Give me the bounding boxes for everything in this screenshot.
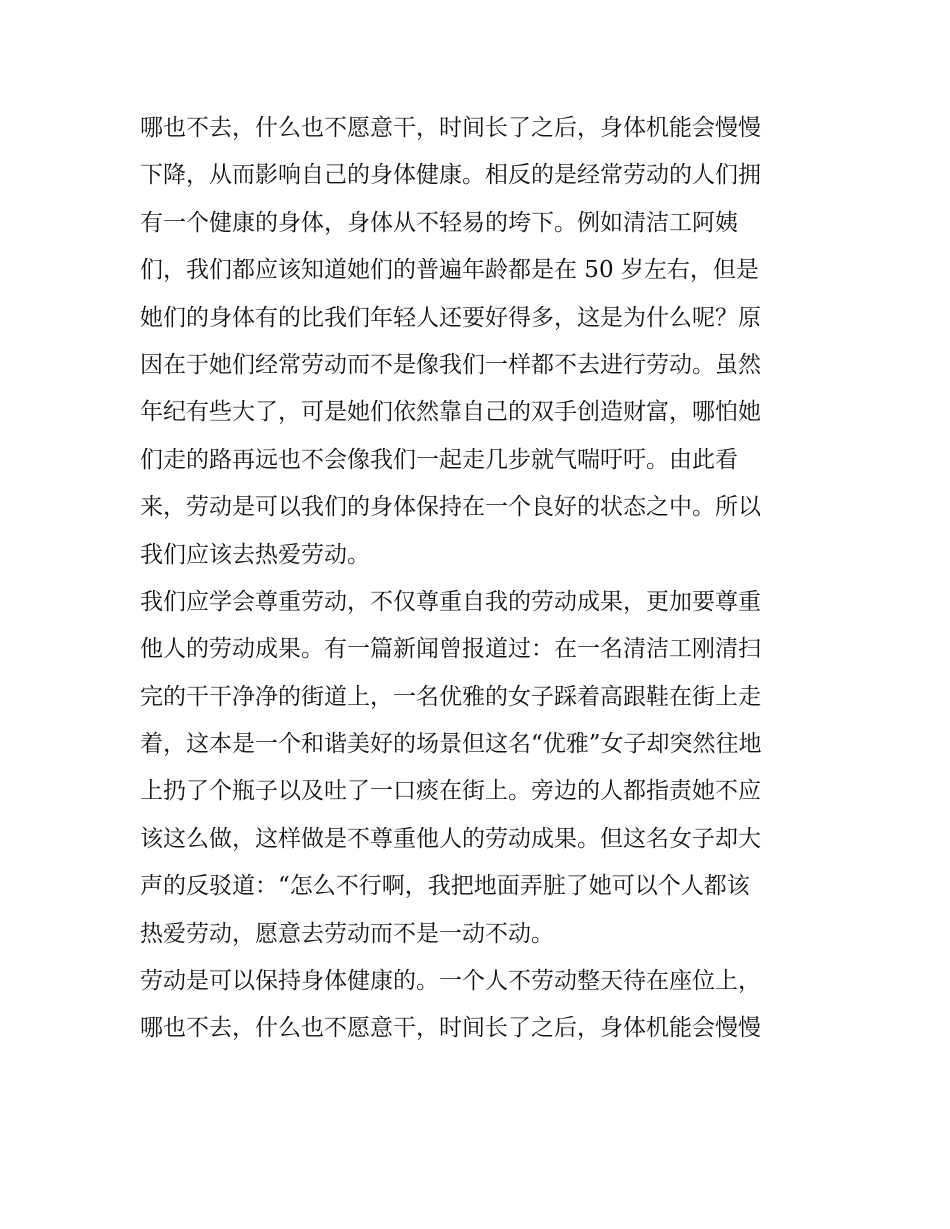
text-line: 哪也不去，什么也不愿意干，时间长了之后，身体机能会慢慢 [140,115,761,141]
text-line: 们走的路再远也不会像我们一起走几步就气喘吁吁。由此看 [140,446,738,473]
text-line: 有一个健康的身体，身体从不轻易的垮下。例如清洁工阿姨 [140,209,738,236]
text-line: 我们应该去热爱劳动。 [140,541,370,568]
text-line: 们，我们都应该知道她们的普遍年龄都是在 50 岁左右，但是 [140,257,759,284]
text-line: 我们应学会尊重劳动，不仅尊重自我的劳动成果，更加要尊重 [140,588,761,615]
text-line: 他人的劳动成果。有一篇新闻曾报道过：在一名清洁工刚清扫 [140,636,761,663]
text-line: 着，这本是一个和谐美好的场景但这名“优雅”女子却突然往地 [140,731,762,758]
text-line: 该这么做，这样做是不尊重他人的劳动成果。但这名女子却大 [140,825,761,852]
text-line: 上扔了个瓶子以及吐了一口痰在街上。旁边的人都指责她不应 [140,778,761,805]
text-line: 完的干干净净的街道上，一名优雅的女子踩着高跟鞋在街上走 [140,683,761,710]
text-line: 下降，从而影响自己的身体健康。相反的是经常劳动的人们拥 [140,162,761,189]
text-line: 热爱劳动，愿意去劳动而不是一动不动。 [140,920,554,947]
text-line: 劳动是可以保持身体健康的。一个人不劳动整天待在座位上， [140,968,761,995]
text-line: 哪也不去，什么也不愿意干，时间长了之后，身体机能会慢慢 [140,1015,761,1042]
text-line: 年纪有些大了，可是她们依然靠自己的双手创造财富，哪怕她 [140,399,761,426]
text-line: 来，劳动是可以我们的身体保持在一个良好的状态之中。所以 [140,494,761,521]
text-line: 声的反驳道：“怎么不行啊，我把地面弄脏了她可以个人都该 [140,873,750,900]
body-text [140,105,820,1053]
text-line: 因在于她们经常劳动而不是像我们一样都不去进行劳动。虽然 [140,351,761,378]
text-line: 她们的身体有的比我们年轻人还要好得多，这是为什么呢？原 [140,304,761,331]
